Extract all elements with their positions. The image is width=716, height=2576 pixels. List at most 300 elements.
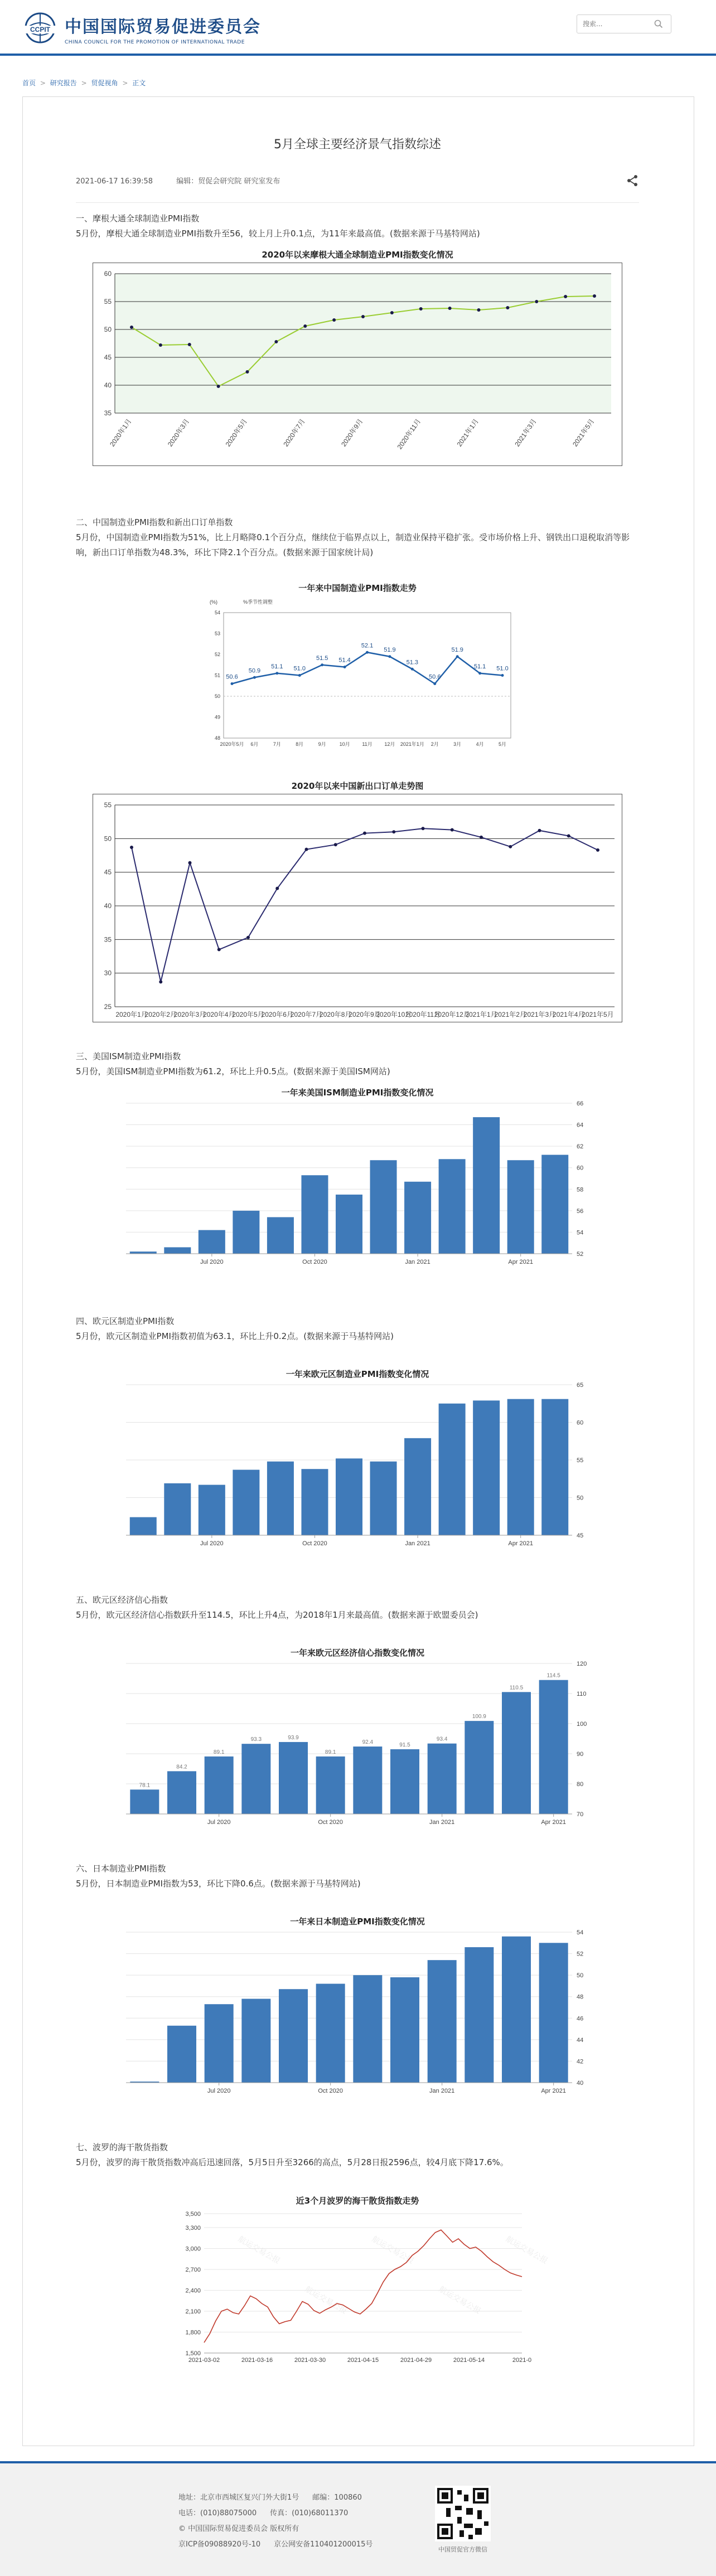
data-label: 50.9 [248,667,261,675]
breadcrumb [22,78,146,88]
data-label: 84.2 [176,1764,187,1770]
x-tick-label: 12月 [384,741,395,747]
share-icon [626,174,639,187]
data-point [451,828,454,832]
footer-info [178,2490,386,2553]
section-6 [76,1861,639,1891]
data-point [501,674,504,677]
section-text: 5月份，波罗的海干散货指数冲高后迅速回落，5月5日升至3266的高点，5月28日报2596点，较4月底下降17.6%。 [76,2157,509,2167]
bar [279,1742,308,1814]
bar [370,1462,397,1535]
x-tick-label: 2021-03-30 [294,2357,326,2364]
breadcrumb-sep: > [122,79,128,87]
y-tick-label: 100 [577,1721,587,1728]
section-heading: 七、波罗的海干散货指数 [76,2142,168,2152]
data-label: 89.1 [213,1749,225,1755]
data-point [303,324,307,328]
data-label: 50.6 [226,673,238,681]
data-label: 92.4 [362,1739,374,1746]
data-point [535,300,538,303]
x-tick-label: 2021-03-16 [241,2357,273,2364]
footer-icp[interactable]: 京ICP备09088920号-10 [178,2540,261,2549]
breadcrumb-home[interactable]: 首页 [22,79,36,87]
data-label: 91.5 [399,1741,410,1748]
x-tick-label: 2020年3月 [166,417,191,448]
data-label: 93.4 [436,1736,448,1743]
bar [404,1182,431,1254]
y-tick-label: 110 [577,1691,587,1697]
x-tick-label: 10月 [339,741,350,747]
data-point [332,318,336,322]
bar [353,1975,382,2083]
section-5 [76,1593,639,1623]
x-tick-label: 2020年2月 [144,1011,177,1018]
bar [316,1984,345,2083]
x-tick-label: Jan 2021 [429,1819,455,1826]
data-label: 51.0 [293,665,306,672]
breadcrumb-current: 正文 [132,79,146,87]
section-text: 5月份，日本制造业PMI指数为53，环比下降0.6点。(数据来源于马基特网站) [76,1879,361,1889]
x-tick-label: 2021年4月 [553,1011,585,1018]
data-point [361,315,365,318]
chart-baltic-dry-index [176,2207,550,2369]
y-tick-label: 42 [577,2058,584,2065]
y-tick-label: 60 [104,270,112,278]
data-label: 51.4 [338,657,351,664]
bar [336,1458,362,1535]
x-tick-label: 2月 [430,741,439,747]
x-tick-label: 2021年2月 [494,1011,526,1018]
bar [502,1692,531,1814]
y-tick-label: 49 [214,714,220,720]
bar [353,1747,382,1814]
data-point [363,832,366,835]
bar [370,1160,397,1254]
bar [164,1247,191,1254]
y-tick-label: 58 [577,1186,584,1194]
x-tick-label: 2021年1月 [400,741,424,747]
data-label: 51.9 [384,646,396,653]
data-point [274,340,278,343]
data-point [159,343,162,347]
data-point [567,835,570,838]
chart-title: 一年来日本制造业PMI指数变化情况 [290,1917,425,1927]
data-point [388,655,391,658]
data-label: 51.1 [473,663,486,670]
x-tick-label: Oct 2020 [302,1259,327,1265]
bar [205,2004,234,2083]
data-point [593,294,596,298]
bar [279,1989,308,2083]
y-tick-label: 50 [104,326,112,333]
data-point [275,672,278,675]
data-point [188,343,191,346]
x-tick-label: Jul 2020 [207,2088,231,2094]
bar [336,1195,362,1254]
section-1 [76,211,639,241]
qr-code-icon [435,2486,491,2541]
section-7 [76,2140,639,2170]
x-tick-label: Apr 2021 [508,1540,534,1547]
y-tick-label: 54 [577,1929,584,1936]
y-tick-label: 51 [214,672,220,678]
x-tick-label: 2020年5月 [232,1011,264,1018]
bar [539,1680,568,1814]
search-icon [654,20,663,28]
section-heading: 二、中国制造业PMI指数和新出口订单指数 [76,517,233,527]
y-tick-label: 2,700 [185,2267,201,2273]
bar [465,1947,494,2083]
bar [390,1977,419,2083]
bar [199,1230,225,1254]
y-tick-label: 44 [577,2036,584,2044]
y-tick-label: 50 [214,693,220,699]
section-text: 5月份，欧元区经济信心指数跃升至114.5，环比上升4点，为2018年1月来最高值。(数据来源于欧盟委员会) [76,1610,478,1620]
x-tick-label: 2020年12月 [434,1011,470,1018]
article-title: 5月全球主要经济景气指数综述 [274,138,441,152]
legend-label: %季节性调整 [243,599,273,605]
y-unit-label: (%) [210,599,217,605]
x-tick-label: 2020年7月 [290,1011,323,1018]
y-tick-label: 62 [577,1143,584,1151]
y-tick-label: 30 [104,969,112,977]
x-tick-label: 2020年7月 [282,417,307,448]
chart-title: 近3个月波罗的海干散货指数走势 [296,2196,419,2206]
watermark: 航运交易公报 [437,2284,483,2316]
breadcrumb-sep: > [40,79,46,87]
bar [130,1251,157,1254]
x-tick-label: 2020年6月 [261,1011,293,1018]
chart-frame [93,794,622,1022]
footer-phone: 电话：(010)88075000 [178,2509,257,2517]
y-tick-label: 66 [577,1100,584,1107]
y-tick-label: 52 [577,1951,584,1958]
x-tick-label: 2021年1月 [465,1011,497,1018]
data-point [477,308,481,312]
y-tick-label: 52 [214,652,220,657]
x-tick-label: 5月 [498,741,507,747]
data-label: 51.9 [451,646,463,653]
breadcrumb-perspective[interactable]: 贸促视角 [91,79,118,87]
section-heading: 四、欧元区制造业PMI指数 [76,1316,175,1326]
data-point [478,672,481,675]
y-tick-label: 3,300 [185,2225,201,2231]
footer-copyright: © 中国国际贸易促进委员会 版权所有 [178,2525,299,2533]
data-label: 100.9 [472,1714,486,1720]
footer-postcode: 邮编：100860 [312,2493,362,2502]
data-label: 110.5 [509,1685,524,1691]
x-tick-label: 7月 [273,741,281,747]
chart-china-export-orders [93,794,622,1022]
x-tick-label: 2020年1月 [108,417,133,448]
y-tick-label: 52 [577,1251,584,1258]
x-tick-label: Jul 2020 [207,1819,231,1826]
section-heading: 三、美国ISM制造业PMI指数 [76,1051,181,1061]
bar [205,1757,234,1814]
y-tick-label: 90 [577,1751,584,1758]
x-tick-label: 2020年8月 [320,1011,352,1018]
x-tick-label: Apr 2021 [541,2088,566,2094]
chart-title: 2020年以来中国新出口订单走势图 [291,781,424,791]
x-tick-label: 2020年11月 [405,1011,441,1018]
data-point [130,326,133,329]
x-tick-label: 2021-0 [512,2357,532,2364]
data-label: 78.1 [139,1782,151,1789]
chart-eurozone-confidence [115,1658,594,1831]
y-tick-label: 53 [214,630,220,637]
chart-title: 一年来欧元区制造业PMI指数变化情况 [286,1369,429,1379]
data-point [217,948,221,951]
bar [199,1485,225,1535]
x-tick-label: 2020年1月 [115,1011,148,1018]
x-tick-label: 2021-03-02 [188,2357,220,2364]
y-tick-label: 65 [577,1382,584,1389]
section-2 [76,515,639,560]
y-tick-label: 35 [104,409,112,417]
x-tick-label: 8月 [296,741,304,747]
x-tick-label: 2020年9月 [349,1011,381,1018]
x-tick-label: 2020年4月 [203,1011,235,1018]
data-point [231,682,234,685]
x-tick-label: Jul 2020 [200,1259,224,1265]
x-tick-label: Apr 2021 [541,1819,566,1826]
watermark: 航运交易公报 [236,2234,282,2265]
watermark: 航运交易公报 [504,2234,550,2265]
bar [541,1399,568,1535]
search-box [577,14,671,33]
x-tick-label: Jul 2020 [200,1540,224,1547]
y-tick-label: 80 [577,1781,584,1788]
x-tick-label: 2020年3月 [173,1011,206,1018]
x-tick-label: Jan 2021 [429,2088,455,2094]
chart-title: 2020年以来摩根大通全球制造业PMI指数变化情况 [262,250,453,260]
y-tick-label: 3,500 [185,2211,201,2218]
share-button[interactable] [626,174,639,187]
bar [130,1517,157,1535]
x-tick-label: 2021年1月 [455,417,480,448]
x-tick-label: 2021年5月 [571,417,596,448]
data-label: 89.1 [325,1749,336,1755]
bar [301,1175,328,1254]
chart-eurozone-pmi [115,1379,594,1552]
section-4 [76,1314,639,1344]
section-3 [76,1049,639,1079]
x-tick-label: 2021年3月 [513,417,538,448]
footer-address: 地址：北京市西城区复兴门外大街1号 [178,2493,299,2502]
x-tick-label: 2020年11月 [395,417,423,451]
y-tick-label: 64 [577,1122,584,1129]
chart-title: 一年来中国制造业PMI指数走势 [298,583,417,593]
site-logo[interactable] [22,11,261,47]
article-date: 2021-06-17 16:39:58 [76,177,153,186]
bar [428,1960,457,2083]
data-point [419,307,423,311]
y-tick-label: 40 [104,381,112,389]
chart-china-pmi [199,596,522,752]
bar [233,1470,259,1535]
article-editor: 编辑：贸促会研究院 研究室发布 [176,177,280,186]
logo-english-name: CHINA COUNCIL FOR THE PROMOTION OF INTERNATIONAL TRADE [65,40,245,45]
chart-title: 一年来美国ISM制造业PMI指数变化情况 [281,1088,434,1098]
x-tick-label: Oct 2020 [318,2088,343,2094]
data-point [506,306,509,309]
y-tick-label: 55 [577,1457,584,1464]
y-tick-label: 45 [104,868,112,876]
bar [301,1469,328,1535]
bar [390,1749,419,1814]
y-tick-label: 45 [104,353,112,361]
y-tick-label: 35 [104,935,112,944]
data-point [275,887,279,890]
bar [465,1721,494,1814]
data-point [344,666,346,668]
data-label: 51.0 [496,665,509,672]
search-button[interactable] [649,15,669,33]
y-tick-label: 3,000 [185,2245,201,2253]
data-point [246,370,249,373]
data-point [422,827,425,830]
y-tick-label: 60 [577,1165,584,1172]
x-tick-label: Jan 2021 [405,1540,430,1547]
y-tick-label: 48 [577,1993,584,2001]
bar [428,1744,457,1814]
x-tick-label: 2021年5月 [582,1011,614,1018]
bar [507,1399,534,1535]
section-heading: 六、日本制造业PMI指数 [76,1864,166,1874]
chart-us-ism [115,1098,594,1270]
x-tick-label: 2021年3月 [523,1011,556,1018]
bar [473,1117,500,1254]
chart-title: 一年来欧元区经济信心指数变化情况 [290,1648,424,1658]
y-tick-label: 54 [577,1229,584,1236]
section-heading: 五、欧元区经济信心指数 [76,1595,168,1605]
x-tick-label: Apr 2021 [508,1259,534,1265]
bar [241,1999,270,2083]
data-point [246,936,250,939]
y-tick-label: 40 [577,2080,584,2087]
data-label: 51.5 [316,654,328,662]
y-tick-label: 25 [104,1003,112,1011]
x-tick-label: Oct 2020 [302,1540,327,1547]
x-tick-label: 11月 [362,741,372,747]
qr-code-label: 中国贸促官方微信 [438,2546,487,2553]
data-point [334,843,337,846]
bar [130,1789,159,1814]
bar [267,1217,294,1254]
bar [267,1462,294,1535]
search-input[interactable] [577,20,649,28]
section-heading: 一、摩根大通全球制造业PMI指数 [76,214,200,224]
data-label: 114.5 [546,1672,560,1679]
data-point [538,829,541,832]
data-point [130,846,133,849]
data-point [298,674,301,677]
y-tick-label: 56 [577,1207,584,1215]
bar [241,1744,270,1814]
y-tick-label: 54 [214,610,220,615]
x-tick-label: 4月 [476,741,484,747]
logo-mark-text: CCPIT [30,26,50,33]
y-tick-label: 50 [104,835,112,843]
bar [167,1771,196,1814]
data-label: 50.6 [429,673,441,681]
x-tick-label: 3月 [453,741,462,747]
logo-chinese-name: 中国国际贸易促进委员会 [65,17,261,37]
y-tick-label: 120 [577,1661,587,1667]
data-point [305,848,308,851]
bar [404,1438,431,1535]
y-tick-label: 40 [104,902,112,910]
y-tick-label: 48 [214,735,220,741]
x-tick-label: 2021-05-14 [453,2357,485,2364]
section-text: 5月份，欧元区制造业PMI指数初值为63.1，环比上升0.2点。(数据来源于马基特网站) [76,1331,394,1341]
site-footer [0,2461,716,2576]
footer-police[interactable]: 京公网安备110401200015号 [274,2540,373,2549]
x-tick-label: Jan 2021 [405,1259,430,1265]
bar [502,1937,531,2083]
y-tick-label: 2,400 [185,2287,201,2294]
ccpit-logo-icon [22,11,58,47]
article-meta [76,175,639,203]
breadcrumb-research[interactable]: 研究报告 [50,79,77,87]
data-point [509,845,512,848]
y-tick-label: 50 [577,1495,584,1502]
section-text: 5月份，美国ISM制造业PMI指数为61.2，环比上升0.5点。(数据来源于美国ISM网站) [76,1066,390,1076]
chart-japan-pmi [115,1927,594,2099]
bar [233,1211,259,1254]
data-point [564,295,567,298]
data-point [321,663,323,666]
x-tick-label: 2020年10月 [376,1011,412,1018]
x-tick-label: 6月 [250,741,259,747]
data-label: 93.9 [288,1734,299,1741]
x-tick-label: 2020年5月 [220,741,244,747]
y-tick-label: 45 [577,1532,584,1539]
bar [439,1159,466,1254]
y-tick-label: 60 [577,1419,584,1427]
data-point [188,861,192,865]
wechat-qr-code [435,2486,491,2541]
bar [473,1400,500,1535]
data-label: 51.3 [406,659,419,666]
chart-global-pmi [93,263,622,466]
data-point [456,655,459,658]
y-tick-label: 2,100 [185,2308,201,2315]
data-point [390,311,394,314]
x-tick-label: 9月 [318,741,326,747]
data-label: 52.1 [361,642,374,649]
data-point [253,676,256,679]
y-tick-label: 55 [104,298,112,305]
breadcrumb-sep: > [81,79,87,87]
data-point [366,651,369,654]
data-label: 51.1 [271,663,283,670]
x-tick-label: 2021-04-29 [400,2357,432,2364]
article-panel [22,96,694,2446]
data-label: 93.3 [250,1736,262,1743]
data-point [392,830,395,833]
site-header [0,0,716,56]
footer-fax: 传真：(010)68011370 [270,2509,349,2517]
data-point [596,848,599,852]
bar [507,1160,534,1254]
x-tick-label: 2020年9月 [340,417,365,448]
data-point [159,980,162,983]
y-tick-label: 70 [577,1811,584,1818]
y-tick-label: 55 [104,801,112,809]
section-text: 5月份，摩根大通全球制造业PMI指数升至56，较上月上升0.1点，为11年来最高值。(数据来源于马基特网站) [76,229,480,239]
y-tick-label: 1,800 [185,2329,201,2336]
